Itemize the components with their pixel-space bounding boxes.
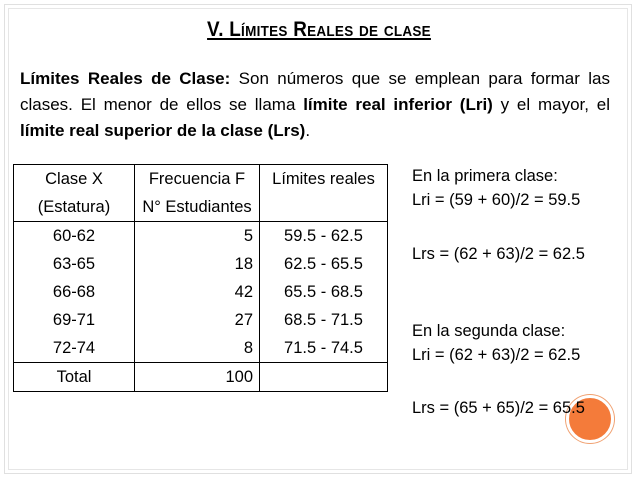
- cell-clase: 69-71: [14, 306, 135, 334]
- header-limites: Límites reales: [260, 165, 388, 194]
- table-row: [14, 334, 388, 363]
- cell-frecuencia: 27: [135, 306, 260, 334]
- cell-frecuencia: 42: [135, 278, 260, 306]
- intro-text-2: y el mayor, el: [492, 95, 610, 114]
- intro-lrs-label: límite real superior de la clase (Lrs): [20, 121, 306, 140]
- table-row: [14, 250, 388, 278]
- first-class-heading: En la primera clase:: [412, 167, 558, 185]
- cell-frecuencia: 18: [135, 250, 260, 278]
- intro-paragraph: [20, 66, 610, 144]
- cell-clase: 72-74: [14, 334, 135, 363]
- header-frecuencia: Frecuencia F: [135, 165, 260, 194]
- total-limites: [260, 363, 388, 392]
- second-class-lri: Lri = (62 + 63)/2 = 62.5: [412, 346, 581, 364]
- second-class-heading: En la segunda clase:: [412, 322, 566, 340]
- frequency-table: [13, 164, 388, 392]
- intro-end: .: [305, 121, 311, 140]
- table-row: [14, 278, 388, 306]
- first-class-lrs: Lrs = (62 + 63)/2 = 62.5: [412, 245, 585, 263]
- cell-limites: 65.5 - 68.5: [260, 278, 388, 306]
- cell-frecuencia: 8: [135, 334, 260, 363]
- cell-limites: 68.5 - 71.5: [260, 306, 388, 334]
- cell-clase: 66-68: [14, 278, 135, 306]
- intro-lri-label: límite real inferior (Lri): [303, 95, 493, 114]
- table-row: [14, 222, 388, 251]
- cell-clase: 60-62: [14, 222, 135, 251]
- table-header-row-1: [14, 165, 388, 194]
- cell-clase: 63-65: [14, 250, 135, 278]
- second-class-lrs: Lrs = (65 + 65)/2 = 65.5: [412, 399, 585, 417]
- intro-text-1: Son números que se emplean para formar las clases. El menor de ellos se llama: [20, 69, 610, 114]
- table-header-row-2: [14, 193, 388, 222]
- slide-title: V. Límites Reales de clase: [207, 18, 431, 41]
- intro-term: Límites Reales de Clase:: [20, 69, 231, 88]
- total-label: Total: [14, 363, 135, 392]
- total-value: 100: [135, 363, 260, 392]
- table-total-row: [14, 363, 388, 392]
- table-row: [14, 306, 388, 334]
- cell-frecuencia: 5: [135, 222, 260, 251]
- first-class-lri: Lri = (59 + 60)/2 = 59.5: [412, 191, 581, 209]
- header-estatura: (Estatura): [14, 193, 135, 222]
- cell-limites: 59.5 - 62.5: [260, 222, 388, 251]
- cell-limites: 62.5 - 65.5: [260, 250, 388, 278]
- header-empty: [260, 193, 388, 222]
- cell-limites: 71.5 - 74.5: [260, 334, 388, 363]
- header-clase: Clase X: [14, 165, 135, 194]
- header-estudiantes: N° Estudiantes: [135, 193, 260, 222]
